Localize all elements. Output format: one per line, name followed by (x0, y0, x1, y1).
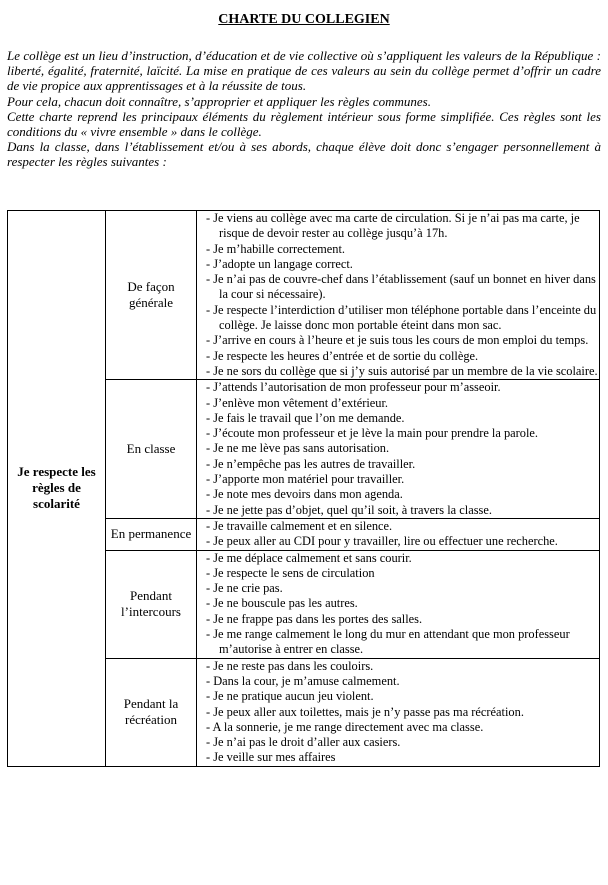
rule-item: - Je m’habille correctement. (197, 242, 599, 257)
rule-item: - Je me déplace calmement et sans courir. (197, 551, 599, 566)
main-category-cell: Je respecte les règles de scolarité (8, 211, 106, 767)
rule-item: - Je ne reste pas dans les couloirs. (197, 659, 599, 674)
section-label: En permanence (106, 518, 197, 550)
rule-item: - J’apporte mon matériel pour travailler. (197, 472, 599, 487)
rule-item: - Dans la cour, je m’amuse calmement. (197, 674, 599, 689)
rule-item: - Je ne jette pas d’objet, quel qu’il soit, à travers la classe. (197, 503, 599, 518)
rule-item: - Je respecte l’interdiction d’utiliser mon téléphone portable dans l’enceinte du collège. Je laisse donc mon portable éteint dans mon sac. (197, 303, 599, 334)
rules-cell (197, 518, 600, 550)
rule-item: - Je ne sors du collège que si j’y suis autorisé par un membre de la vie scolaire. (197, 364, 599, 379)
rule-item: - Je viens au collège avec ma carte de circulation. Si je n’ai pas ma carte, je risque de devoir rester au collège jusqu’à 17h. (197, 211, 599, 242)
section-label: Pendant l’intercours (106, 550, 197, 658)
rule-list (197, 551, 599, 658)
rule-item: - Je peux aller au CDI pour y travailler, lire ou effectuer une recherche. (197, 534, 599, 549)
rule-item: - J’adopte un langage correct. (197, 257, 599, 272)
rule-item: - J’arrive en cours à l’heure et je suis tous les cours de mon emploi du temps. (197, 333, 599, 348)
rule-item: - Je respecte le sens de circulation (197, 566, 599, 581)
rule-item: - Je peux aller aux toilettes, mais je n’y passe pas ma récréation. (197, 705, 599, 720)
rule-item: - J’attends l’autorisation de mon professeur pour m’asseoir. (197, 380, 599, 395)
intro-paragraph: Le collège est un lieu d’instruction, d’éducation et de vie collective où s’appliquent les valeurs de la République : liberté, égalité, fraternité, laïcité. La mise en pratique de ces valeurs au sein du collège permet d’offrir un cadre de vie propice aux apprentissages et à la réussite de tous. (7, 48, 601, 94)
rule-item: - Je note mes devoirs dans mon agenda. (197, 487, 599, 502)
rule-item: - Je me range calmement le long du mur en attendant que mon professeur m’autorise à entrer en classe. (197, 627, 599, 658)
rules-cell (197, 211, 600, 380)
intro-text (7, 48, 601, 170)
rule-item: - Je ne bouscule pas les autres. (197, 596, 599, 611)
rules-cell (197, 658, 600, 766)
rules-cell (197, 380, 600, 519)
rule-item: - Je fais le travail que l’on me demande. (197, 411, 599, 426)
section-label: De façon générale (106, 211, 197, 380)
rule-item: - A la sonnerie, je me range directement avec ma classe. (197, 720, 599, 735)
intro-paragraph: Dans la classe, dans l’établissement et/ou à ses abords, chaque élève doit donc s’engager personnellement à respecter les règles suivantes : (7, 139, 601, 170)
section-label: Pendant la récréation (106, 658, 197, 766)
rule-item: - Je n’ai pas de couvre-chef dans l’établissement (sauf un bonnet en hiver dans la cour si nécessaire). (197, 272, 599, 303)
rule-list (197, 519, 599, 550)
rules-table (7, 210, 600, 767)
rule-list (197, 380, 599, 518)
rule-item: - Je n’empêche pas les autres de travailler. (197, 457, 599, 472)
intro-paragraph: Cette charte reprend les principaux éléments du règlement intérieur sous forme simplifiée. Ces règles sont les conditions du « vivre ensemble » dans le collège. (7, 108, 601, 140)
intro-paragraph: Pour cela, chacun doit connaître, s’approprier et appliquer les règles communes. (7, 93, 431, 109)
rule-item: - Je veille sur mes affaires (197, 750, 599, 765)
rule-item: - Je ne crie pas. (197, 581, 599, 596)
rule-list (197, 211, 599, 379)
page-title: CHARTE DU COLLEGIEN (218, 12, 390, 27)
section-label: En classe (106, 380, 197, 519)
rule-item: - J’écoute mon professeur et je lève la main pour prendre la parole. (197, 426, 599, 441)
rule-item: - Je ne me lève pas sans autorisation. (197, 441, 599, 456)
rules-cell (197, 550, 600, 658)
rule-list (197, 659, 599, 766)
rule-item: - Je n’ai pas le droit d’aller aux casiers. (197, 735, 599, 750)
rule-item: - Je ne frappe pas dans les portes des salles. (197, 612, 599, 627)
rule-item: - Je travaille calmement et en silence. (197, 519, 599, 534)
rule-item: - Je respecte les heures d’entrée et de sortie du collège. (197, 349, 599, 364)
table-row (8, 211, 600, 380)
rule-item: - J’enlève mon vêtement d’extérieur. (197, 396, 599, 411)
rule-item: - Je ne pratique aucun jeu violent. (197, 689, 599, 704)
